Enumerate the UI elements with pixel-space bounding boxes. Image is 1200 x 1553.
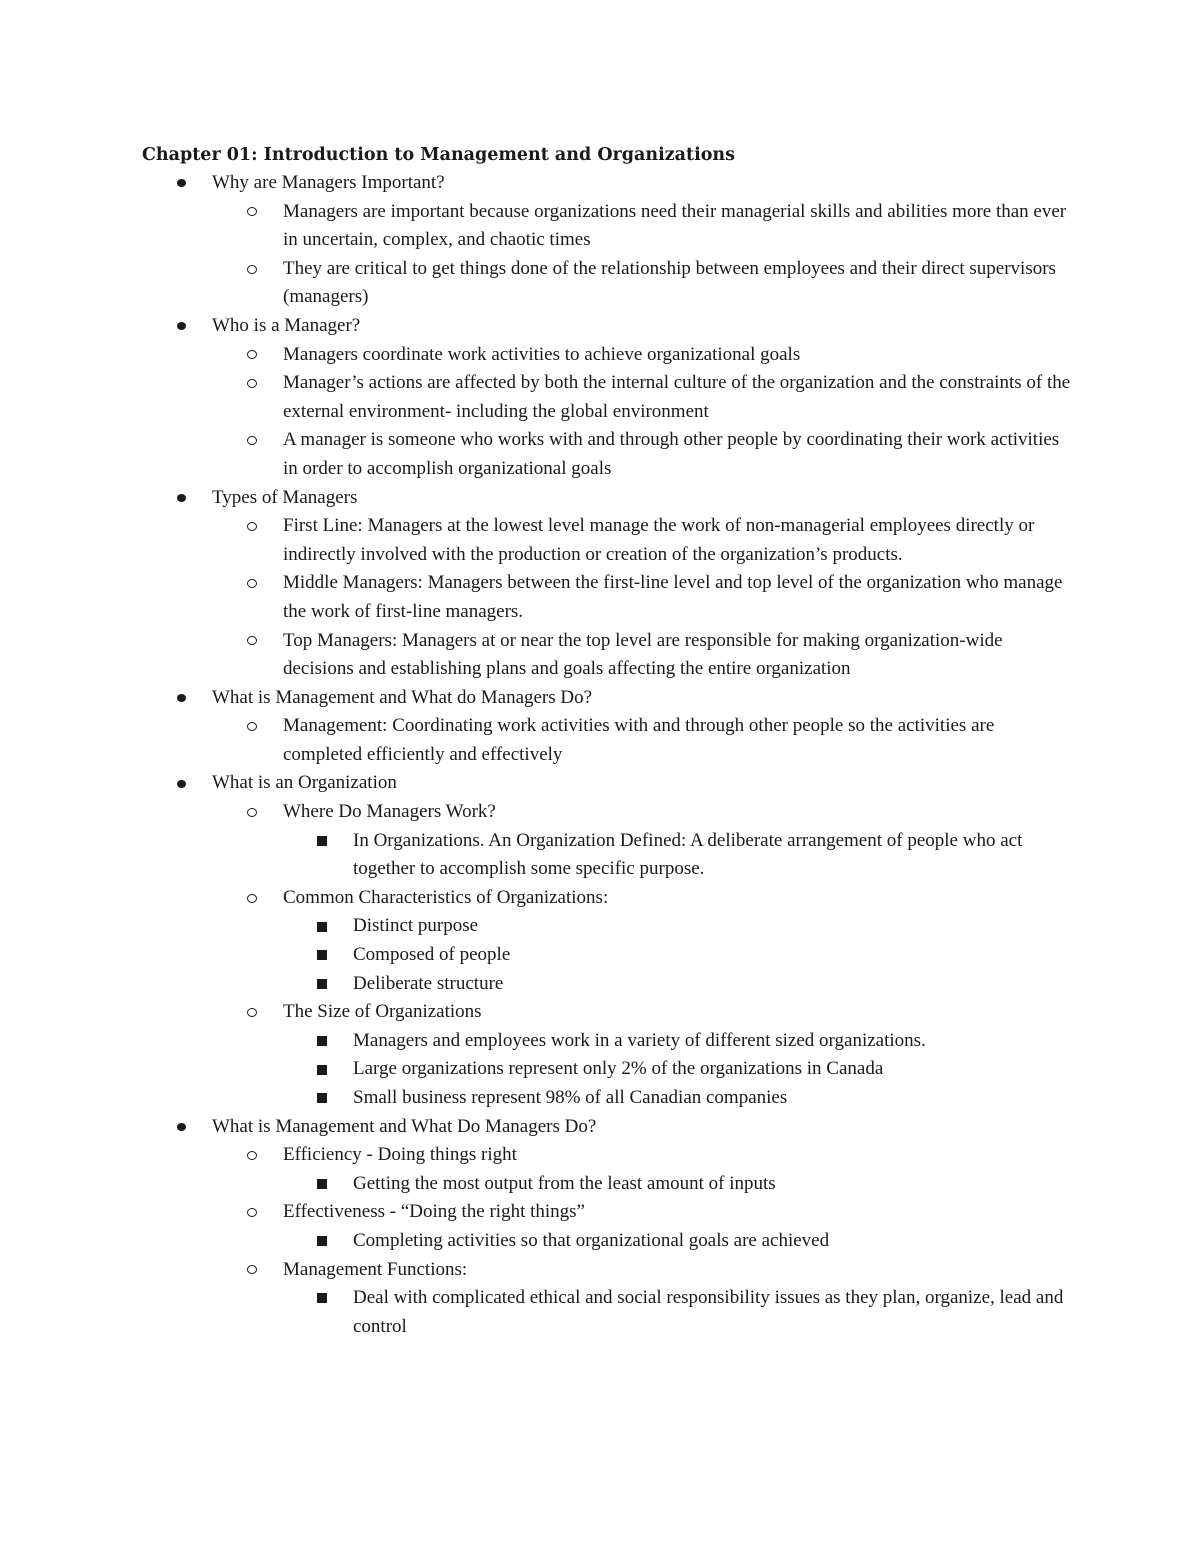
bullet-marker	[177, 312, 186, 341]
bullet-circle-icon	[247, 207, 257, 216]
outline-item-text: Top Managers: Managers at or near the top level are responsible for making organization-wide decisions and establishing plans and goals affecting the entire organization	[283, 629, 1003, 680]
outline-item-level-3	[0, 941, 1073, 970]
outline-item-level-1	[0, 484, 1200, 513]
bullet-marker	[247, 1198, 257, 1227]
bullet-circle-icon	[247, 722, 257, 731]
outline-item-text: A manager is someone who works with and through other people by coordinating their work activities in order to accomplish organizational goals	[283, 429, 1060, 479]
outline-item-text: Who is a Manager?	[212, 314, 361, 336]
outline-item-level-2	[0, 1141, 1073, 1170]
bullet-square-icon	[317, 1036, 327, 1046]
bullet-marker	[317, 941, 327, 970]
bullet-marker	[247, 998, 257, 1027]
bullet-square-icon	[317, 950, 327, 960]
outline-item-text: Why are Managers Important?	[212, 172, 445, 193]
outline-item-text: Completing activities so that organizational goals are achieved	[353, 1229, 830, 1251]
bullet-circle-icon	[247, 379, 257, 388]
outline-item-text: Managers coordinate work activities to achieve organizational goals	[283, 343, 801, 365]
outline-item-text: What is Management and What Do Managers Do?	[212, 1115, 597, 1137]
bullet-marker	[247, 369, 257, 398]
outline-item-text: Efficiency - Doing things right	[283, 1144, 517, 1166]
bullet-marker	[247, 627, 257, 656]
outline-item-text: Distinct purpose	[353, 915, 479, 937]
outline-item-text: Deal with complicated ethical and social responsibility issues as they plan, organize, lead and control	[353, 1287, 1064, 1337]
outline-item-text: What is an Organization	[212, 772, 397, 794]
bullet-circle-icon	[247, 808, 257, 817]
bullet-marker	[317, 1084, 327, 1113]
bullet-circle-icon	[247, 1265, 257, 1274]
bullet-marker	[177, 169, 186, 198]
bullet-circle-icon	[247, 636, 257, 645]
bullet-circle-icon	[247, 1008, 257, 1017]
bullet-dot-icon	[177, 1123, 186, 1131]
outline-item-text: What is Management and What do Managers Do?	[212, 686, 593, 708]
bullet-square-icon	[317, 1236, 327, 1246]
bullet-marker	[317, 1284, 327, 1313]
bullet-circle-icon	[247, 1208, 257, 1217]
bullet-marker	[317, 1170, 327, 1199]
bullet-marker	[317, 1055, 327, 1084]
bullet-marker	[177, 769, 186, 798]
outline-item-level-1	[0, 312, 1200, 341]
outline-item-level-3	[0, 912, 1073, 941]
outline-item-level-2	[0, 198, 1073, 255]
bullet-marker	[247, 1141, 257, 1170]
bullet-dot-icon	[177, 322, 186, 330]
outline-item-text: Management: Coordinating work activities with and through other people so the activities are completed efficiently and effectively	[283, 715, 995, 765]
outline-item-level-1	[0, 1113, 1200, 1142]
outline-item-text: Management Functions:	[283, 1258, 468, 1280]
bullet-marker	[247, 1256, 257, 1285]
outline-item-level-3	[0, 1027, 1073, 1056]
bullet-square-icon	[317, 979, 327, 989]
bullet-marker	[247, 198, 257, 227]
bullet-circle-icon	[247, 894, 257, 903]
outline-item-text: Composed of people	[353, 944, 511, 966]
bullet-circle-icon	[247, 265, 257, 274]
outline-item-level-3	[0, 1284, 1073, 1341]
outline-item-level-2	[0, 627, 1073, 684]
outline-item-level-2	[0, 1198, 1073, 1227]
outline-item-level-3	[0, 827, 1073, 884]
bullet-square-icon	[317, 1179, 327, 1189]
bullet-dot-icon	[177, 179, 186, 187]
bullet-circle-icon	[247, 436, 257, 445]
outline-item-level-3	[0, 970, 1073, 999]
outline-item-text: Managers and employees work in a variety of different sized organizations.	[353, 1029, 926, 1051]
outline-item-text: Manager’s actions are affected by both the internal culture of the organization and the constraints of the external environment- including the global environment	[283, 372, 1071, 422]
bullet-marker	[317, 1227, 327, 1256]
outline-item-level-2	[0, 798, 1073, 827]
bullet-dot-icon	[177, 694, 186, 702]
outline-item-text: In Organizations. An Organization Defined: A deliberate arrangement of people who act together to accomplish some specific purpose.	[353, 829, 1023, 880]
bullet-square-icon	[317, 1065, 327, 1075]
outline-item-level-2	[0, 426, 1073, 483]
bullet-marker	[317, 827, 327, 856]
bullet-dot-icon	[177, 494, 186, 502]
outline-item-text: The Size of Organizations	[283, 1001, 482, 1023]
bullet-marker	[247, 512, 257, 541]
outline-item-text: Getting the most output from the least amount of inputs	[353, 1172, 776, 1194]
outline-item-level-2	[0, 884, 1073, 913]
bullet-circle-icon	[247, 350, 257, 359]
bullet-marker	[247, 884, 257, 913]
outline-item-level-3	[0, 1055, 1073, 1084]
bullet-square-icon	[317, 836, 327, 846]
bullet-square-icon	[317, 1093, 327, 1103]
outline-item-text: Managers are important because organizations need their managerial skills and abilities more than ever in uncertain, complex, and chaotic times	[283, 200, 1067, 251]
outline-item-level-2	[0, 369, 1073, 426]
outline-item-text: Common Characteristics of Organizations:	[283, 886, 609, 908]
outline-item-level-1	[0, 769, 1200, 798]
bullet-circle-icon	[247, 522, 257, 531]
outline-item-level-2	[0, 512, 1073, 569]
outline-item-text: They are critical to get things done of the relationship between employees and their direct supervisors (managers)	[283, 257, 1056, 308]
bullet-marker	[247, 255, 257, 284]
bullet-marker	[247, 712, 257, 741]
bullet-marker	[317, 1027, 327, 1056]
bullet-marker	[247, 426, 257, 455]
bullet-marker	[177, 1113, 186, 1142]
bullet-marker	[247, 341, 257, 370]
bullet-square-icon	[317, 1293, 327, 1303]
outline-item-level-2	[0, 998, 1073, 1027]
outline-item-text: Where Do Managers Work?	[283, 801, 496, 823]
bullet-dot-icon	[177, 780, 186, 788]
outline-item-level-2	[0, 1256, 1073, 1285]
bullet-marker	[247, 798, 257, 827]
outline-item-level-3	[0, 1170, 1073, 1199]
outline-item-text: Small business represent 98% of all Canadian companies	[353, 1087, 788, 1108]
outline-item-text: Effectiveness - “Doing the right things”	[283, 1201, 585, 1223]
outline-item-level-2	[0, 255, 1073, 312]
bullet-circle-icon	[247, 1151, 257, 1160]
bullet-circle-icon	[247, 579, 257, 588]
outline-item-level-3	[0, 1084, 1073, 1113]
bullet-square-icon	[317, 922, 327, 932]
outline-item-text: First Line: Managers at the lowest level manage the work of non-managerial employees directly or indirectly involved with the production or creation of the organization’s products.	[283, 515, 1035, 565]
outline-item-text: Middle Managers: Managers between the first-line level and top level of the organization who manage the work of first-line managers.	[283, 572, 1063, 622]
outline-item-level-2	[0, 569, 1073, 626]
bullet-marker	[317, 970, 327, 999]
bullet-marker	[177, 684, 186, 713]
outline-item-text: Types of Managers	[212, 486, 358, 508]
outline-item-level-1	[0, 169, 1200, 198]
bullet-marker	[177, 484, 186, 513]
outline-item-level-2	[0, 341, 1073, 370]
bullet-marker	[317, 912, 327, 941]
outline-item-text: Deliberate structure	[353, 972, 504, 994]
outline-item-text: Large organizations represent only 2% of the organizations in Canada	[353, 1058, 884, 1080]
outline-item-level-1	[0, 684, 1200, 713]
outline-list	[0, 169, 1200, 1341]
bullet-marker	[247, 569, 257, 598]
outline-item-level-3	[0, 1227, 1073, 1256]
outline-item-level-2	[0, 712, 1073, 769]
chapter-title: Chapter 01: Introduction to Management and Organizations	[142, 145, 735, 165]
